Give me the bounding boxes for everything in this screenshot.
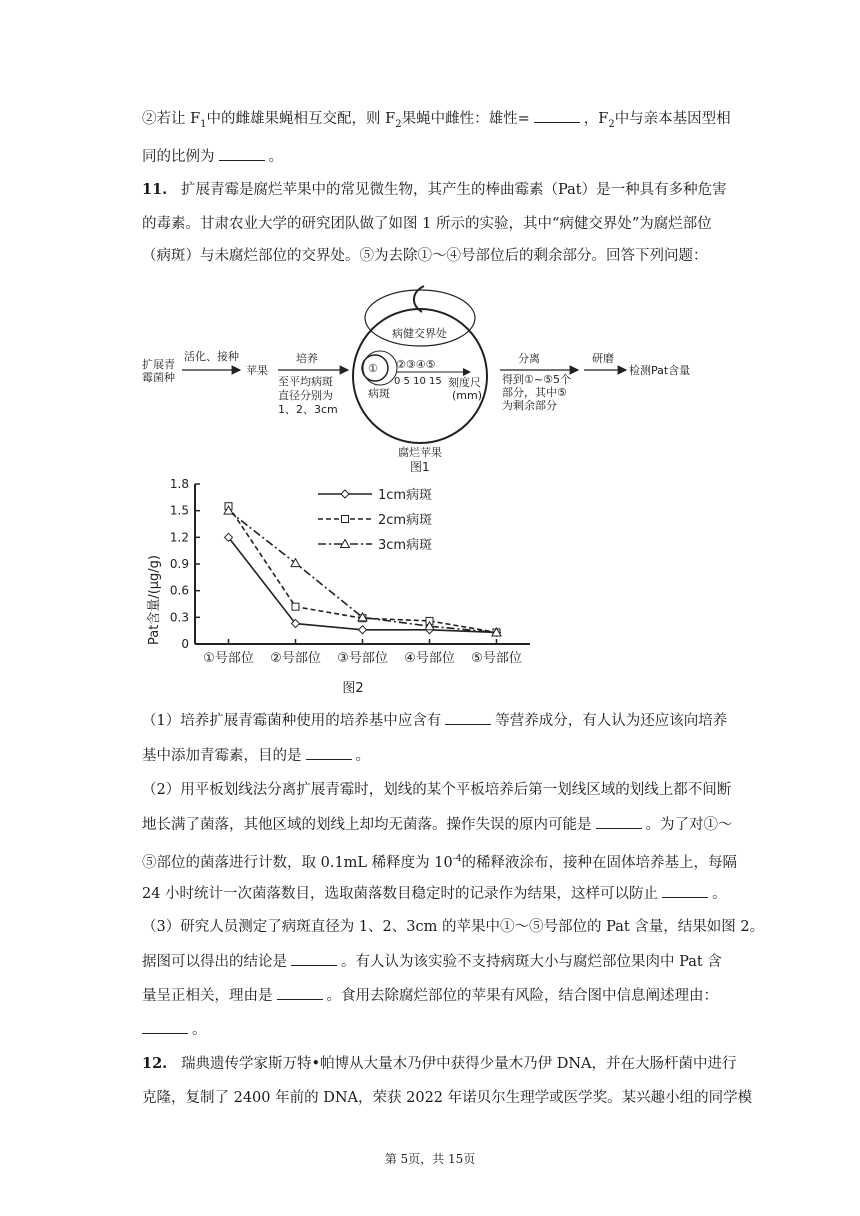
answer-blank[interactable] <box>445 710 491 725</box>
page-footer: 第 5页，共 15页 <box>384 1152 476 1166</box>
fig1-start: 扩展青 <box>142 358 175 371</box>
x-tick-label: ③号部位 <box>337 651 388 666</box>
fig1-region1: ① <box>368 362 378 375</box>
x-tick-label: ②号部位 <box>270 651 321 666</box>
fig1-note3: 1、2、3cm <box>278 403 338 416</box>
fig1-caption: 图1 <box>410 460 430 474</box>
q11-part3-line2: 据图可以得出的结论是 。有人认为该实验不支持病斑大小与腐烂部位果肉中 Pat 含 <box>142 951 762 972</box>
y-tick-label: 0.9 <box>169 557 189 571</box>
q11-part1-line2: 基中添加青霉素，目的是 。 <box>142 745 762 766</box>
data-point <box>292 603 299 610</box>
q11-part2-line1: （2）用平板划线法分离扩展青霉时，划线的某个平板培养后第一划线区域的划线上都不间断 <box>142 782 732 798</box>
fig1-regions: ②③④⑤ <box>396 358 436 371</box>
y-tick-label: 1.5 <box>169 503 189 518</box>
x-tick-label: ①号部位 <box>203 651 254 666</box>
data-point <box>342 516 349 523</box>
y-tick-label: 0.6 <box>169 583 189 598</box>
answer-blank[interactable] <box>219 146 265 161</box>
y-tick-label: 0.3 <box>169 610 189 625</box>
q10-line1: ②若让 $F_1$中的雌雄果蝇相互交配，则 $F_2$果蝇中雌性：雄性= ，$F_2$中与亲本基因型相 <box>142 108 762 135</box>
data-point <box>359 626 367 634</box>
fig1-sep2: 部分，其中⑤ <box>502 386 567 399</box>
chart-ylabel: Pat含量/(μg/g) <box>147 555 162 645</box>
fig1-note1: 至平均病斑 <box>278 375 333 388</box>
figure-2-chart <box>140 470 560 700</box>
q11-intro-line3: （病斑）与未腐烂部位的交界处。⑤为去除①～④号部位后的剩余部分。回答下列问题： <box>142 248 708 264</box>
legend-label: 2cm病斑 <box>378 513 433 528</box>
question-number: 12. <box>142 1055 168 1072</box>
answer-blank[interactable] <box>534 108 580 123</box>
question-number: 11. <box>142 181 168 198</box>
fig1-sep1: 得到①~⑤5个 <box>502 373 571 386</box>
q12-line2: 克隆，复制了 2400 年前的 DNA，荣获 2022 年诺贝尔生理学或医学奖。某兴趣小组的同学模 <box>142 1090 753 1106</box>
legend-label: 1cm病斑 <box>378 488 433 503</box>
fig1-arrow1-label: 活化、接种 <box>184 350 239 363</box>
q11-part2-line4: 24 小时统计一次菌落数目，选取菌落数目稳定时的记录作为结果，这样可以防止 。 <box>142 883 762 904</box>
answer-blank[interactable] <box>662 883 708 898</box>
fig1-apple: 苹果 <box>246 364 268 377</box>
y-tick-label: 1.2 <box>169 530 189 545</box>
q11-part3-line1: （3）研究人员测定了病斑直径为 1、2、3cm 的苹果中①～⑤号部位的 Pat 含量，结果如图 2。 <box>142 919 765 935</box>
answer-blank[interactable] <box>142 1019 188 1034</box>
fig1-arrow3-label: 分离 <box>518 352 540 365</box>
answer-blank[interactable] <box>306 745 352 760</box>
q11-part2-line3: ⑤部位的菌落进行计数，取 0.1mL 稀释度为 $10^{-4}$的稀释液涂布，接种在固体培养基上，每隔 <box>142 854 737 871</box>
y-tick-label: 1.8 <box>169 477 189 491</box>
x-tick-label: ④号部位 <box>404 651 455 666</box>
q11-part3-line3: 量呈正相关，理由是 。食用去除腐烂部位的苹果有风险，结合图中信息阐述理由： <box>142 985 762 1006</box>
fig1-detect: 检测Pat含量 <box>629 364 691 377</box>
legend-label: 3cm病斑 <box>378 538 433 553</box>
q11-part2-line2: 地长满了菌落，其他区域的划线上却均无菌落。操作失误的原内可能是 。为了对①～ <box>142 814 762 835</box>
fig1-arrow4-label: 研磨 <box>592 352 614 365</box>
fig1-start2: 霉菌种 <box>142 371 175 384</box>
x-tick-label: ⑤号部位 <box>471 651 522 666</box>
q11-intro-line2: 的毒素。甘肃农业大学的研究团队做了如图 1 所示的实验，其中“病健交界处”为腐烂部位 <box>142 216 712 232</box>
q11-intro-line1: 11. 扩展青霉是腐烂苹果中的常见微生物，其产生的棒曲霉素（Pat）是一种具有多种危害 <box>142 181 727 198</box>
chart-caption: 图2 <box>342 681 364 696</box>
fig1-note2: 直径分别为 <box>278 389 333 402</box>
fig1-spot: 病斑 <box>368 387 390 400</box>
fig1-arrow2-label: 培养 <box>296 352 318 365</box>
y-tick-label: 0 <box>181 637 189 651</box>
fig1-ruler: 刻度尺 <box>448 376 481 389</box>
data-point <box>341 490 349 498</box>
q11-part3-line4: 。 <box>142 1019 762 1040</box>
answer-blank[interactable] <box>277 985 323 1000</box>
fig1-boundary: 病健交界处 <box>392 327 447 340</box>
fig1-mm: (mm) <box>452 389 483 402</box>
answer-blank[interactable] <box>291 951 337 966</box>
q10-line2: 同的比例为 。 <box>142 146 762 167</box>
q11-part1-line1: （1）培养扩展青霉菌种使用的培养基中应含有 等营养成分，有人认为还应该向培养 <box>142 710 762 731</box>
q12-line1: 12. 瑞典遗传学家斯万特•帕博从大量木乃伊中获得少量木乃伊 DNA，并在大肠杆菌中进行 <box>142 1055 737 1072</box>
fig1-ticks: 0 5 10 15 <box>394 376 442 387</box>
answer-blank[interactable] <box>596 814 642 829</box>
fig1-bottom: 腐烂苹果 <box>398 446 442 459</box>
figure-1 <box>140 282 740 474</box>
fig1-sep3: 为剩余部分 <box>502 399 557 412</box>
